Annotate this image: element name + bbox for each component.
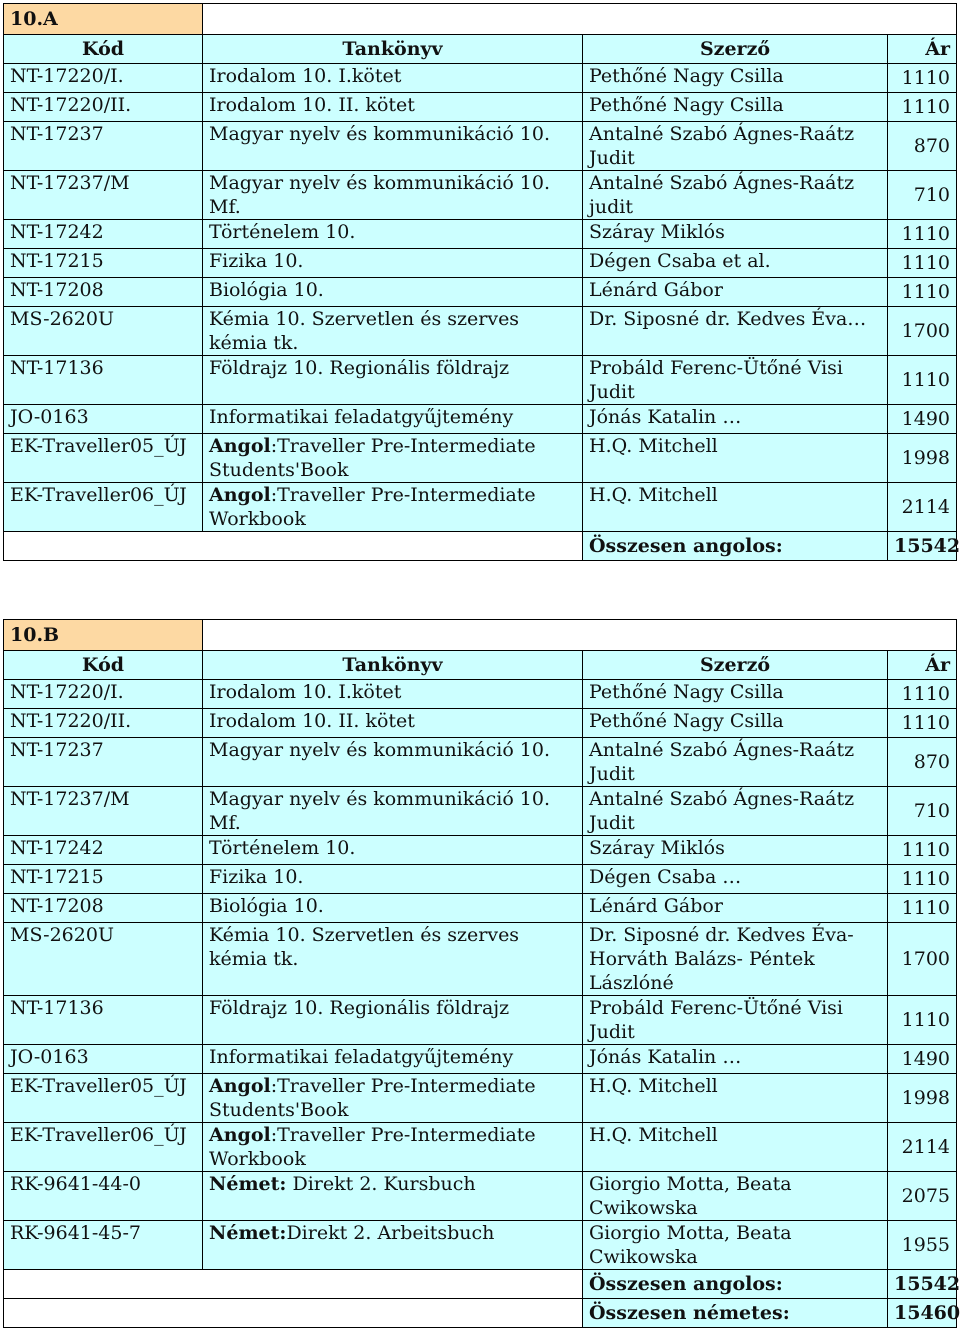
book-title: Irodalom 10. I.kötet <box>209 65 402 87</box>
book-title-cell <box>203 93 583 122</box>
title-blank <box>203 620 957 651</box>
book-author: Giorgio Motta, Beata Cwikowska <box>583 1172 888 1221</box>
book-title-cell <box>203 865 583 894</box>
book-code: NT-17136 <box>4 356 203 405</box>
total-label: Összesen németes: <box>583 1299 888 1328</box>
class-10b-table <box>3 619 960 1328</box>
total-empty <box>4 1270 583 1299</box>
book-title: Kémia 10. Szervetlen és szerves kémia tk. <box>209 924 520 970</box>
table-row <box>4 64 957 93</box>
book-title: Irodalom 10. II. kötet <box>209 94 415 116</box>
book-code: RK-9641-45-7 <box>4 1221 203 1270</box>
book-author: Jónás Katalin … <box>583 405 888 434</box>
header-row <box>4 35 957 64</box>
book-title-cell <box>203 434 583 483</box>
book-code: EK-Traveller05_ÚJ <box>4 1074 203 1123</box>
book-title: :Traveller Pre-Intermediate Workbook <box>209 1124 536 1170</box>
book-code: NT-17237/M <box>4 171 203 220</box>
book-author: Dégen Csaba et al. <box>583 249 888 278</box>
book-price: 1490 <box>888 405 957 434</box>
table-row <box>4 434 957 483</box>
book-title: Direkt 2. Arbeitsbuch <box>286 1222 495 1244</box>
book-price: 1110 <box>888 894 957 923</box>
book-price: 1110 <box>888 249 957 278</box>
book-title-cell <box>203 923 583 996</box>
table-row <box>4 171 957 220</box>
book-code: NT-17208 <box>4 894 203 923</box>
book-title: Biológia 10. <box>209 279 324 301</box>
table-row <box>4 1123 957 1172</box>
book-author: Pethőné Nagy Csilla <box>583 64 888 93</box>
book-code: NT-17237/M <box>4 787 203 836</box>
book-author: Lénárd Gábor <box>583 278 888 307</box>
table-row <box>4 709 957 738</box>
book-author: Pethőné Nagy Csilla <box>583 680 888 709</box>
book-title-cell <box>203 249 583 278</box>
book-price: 2114 <box>888 483 957 532</box>
book-title-cell <box>203 356 583 405</box>
book-title: :Traveller Pre-Intermediate Workbook <box>209 484 536 530</box>
book-price: 1110 <box>888 709 957 738</box>
total-row <box>4 1270 957 1299</box>
total-empty <box>4 1299 583 1328</box>
book-code: NT-17220/II. <box>4 93 203 122</box>
table-row <box>4 1074 957 1123</box>
book-price: 2075 <box>888 1172 957 1221</box>
book-title: :Traveller Pre-Intermediate Students'Book <box>209 435 536 481</box>
table-row <box>4 738 957 787</box>
book-code: JO-0163 <box>4 1045 203 1074</box>
class-title-row <box>4 620 957 651</box>
book-title: Fizika 10. <box>209 250 304 272</box>
table-row <box>4 1045 957 1074</box>
book-title-cell <box>203 709 583 738</box>
table-row <box>4 122 957 171</box>
total-empty <box>4 532 583 561</box>
table-row <box>4 307 957 356</box>
language-prefix: Német: <box>209 1222 287 1244</box>
book-price: 1110 <box>888 680 957 709</box>
language-prefix: Német: <box>209 1173 287 1195</box>
book-code: NT-17220/I. <box>4 680 203 709</box>
book-title: Informatikai feladatgyűjtemény <box>209 1046 514 1068</box>
table-row <box>4 1172 957 1221</box>
book-code: NT-17237 <box>4 738 203 787</box>
book-price: 1490 <box>888 1045 957 1074</box>
book-author: Száray Miklós <box>583 220 888 249</box>
book-title-cell <box>203 787 583 836</box>
total-label: Összesen angolos: <box>583 532 888 561</box>
book-code: NT-17208 <box>4 278 203 307</box>
book-code: EK-Traveller06_ÚJ <box>4 483 203 532</box>
table-row <box>4 405 957 434</box>
book-title-cell <box>203 171 583 220</box>
class-10a-table <box>3 3 960 561</box>
book-title-cell <box>203 122 583 171</box>
table-row <box>4 1221 957 1270</box>
book-author: H.Q. Mitchell <box>583 434 888 483</box>
table-row <box>4 865 957 894</box>
header-book: Tankönyv <box>203 651 583 680</box>
header-author: Szerző <box>583 651 888 680</box>
book-code: RK-9641-44-0 <box>4 1172 203 1221</box>
book-title-cell <box>203 894 583 923</box>
book-code: NT-17220/II. <box>4 709 203 738</box>
book-title-cell <box>203 405 583 434</box>
table-row <box>4 836 957 865</box>
book-title-cell <box>203 64 583 93</box>
language-prefix: Angol <box>209 435 271 457</box>
book-price: 870 <box>888 122 957 171</box>
book-code: NT-17242 <box>4 836 203 865</box>
book-title: Földrajz 10. Regionális földrajz <box>209 997 510 1019</box>
book-title: Direkt 2. Kursbuch <box>286 1173 476 1195</box>
book-title-cell <box>203 483 583 532</box>
book-price: 1110 <box>888 93 957 122</box>
book-title: Magyar nyelv és kommunikáció 10. <box>209 123 551 145</box>
header-author: Szerző <box>583 35 888 64</box>
book-title-cell <box>203 1074 583 1123</box>
book-author: Probáld Ferenc-Ütőné Visi Judit <box>583 996 888 1045</box>
book-title: Irodalom 10. I.kötet <box>209 681 402 703</box>
table-row <box>4 220 957 249</box>
book-title-cell <box>203 220 583 249</box>
table-body <box>4 620 960 1328</box>
table-row <box>4 356 957 405</box>
header-book: Tankönyv <box>203 35 583 64</box>
header-row <box>4 651 957 680</box>
class-title-row <box>4 4 957 35</box>
language-prefix: Angol <box>209 1124 271 1146</box>
book-author: Jónás Katalin … <box>583 1045 888 1074</box>
book-title-cell <box>203 1172 583 1221</box>
book-code: NT-17215 <box>4 249 203 278</box>
book-code: EK-Traveller05_ÚJ <box>4 434 203 483</box>
book-author: H.Q. Mitchell <box>583 1123 888 1172</box>
class-label: 10.B <box>4 620 203 651</box>
book-title-cell <box>203 996 583 1045</box>
table-row <box>4 483 957 532</box>
book-title: Magyar nyelv és kommunikáció 10. Mf. <box>209 172 551 218</box>
book-title: Történelem 10. <box>209 837 356 859</box>
header-code: Kód <box>4 651 203 680</box>
language-prefix: Angol <box>209 1075 271 1097</box>
book-title-cell <box>203 307 583 356</box>
book-price: 1110 <box>888 836 957 865</box>
book-author: Száray Miklós <box>583 836 888 865</box>
book-price: 1700 <box>888 307 957 356</box>
book-title-cell <box>203 1123 583 1172</box>
title-blank <box>203 4 957 35</box>
book-author: Probáld Ferenc-Ütőné Visi Judit <box>583 356 888 405</box>
book-title: Magyar nyelv és kommunikáció 10. <box>209 739 551 761</box>
book-code: NT-17136 <box>4 996 203 1045</box>
book-title: Irodalom 10. II. kötet <box>209 710 415 732</box>
book-author: H.Q. Mitchell <box>583 483 888 532</box>
table-row <box>4 923 957 996</box>
book-author: Lénárd Gábor <box>583 894 888 923</box>
book-title-cell <box>203 836 583 865</box>
book-price: 710 <box>888 787 957 836</box>
book-title: Fizika 10. <box>209 866 304 888</box>
book-author: Giorgio Motta, Beata Cwikowska <box>583 1221 888 1270</box>
total-label: Összesen angolos: <box>583 1270 888 1299</box>
book-title-cell <box>203 278 583 307</box>
book-code: NT-17220/I. <box>4 64 203 93</box>
total-value: 15460 <box>888 1299 957 1328</box>
book-title: Kémia 10. Szervetlen és szerves kémia tk. <box>209 308 520 354</box>
book-price: 1700 <box>888 923 957 996</box>
book-price: 1110 <box>888 220 957 249</box>
book-price: 870 <box>888 738 957 787</box>
book-title: Földrajz 10. Regionális földrajz <box>209 357 510 379</box>
book-code: EK-Traveller06_ÚJ <box>4 1123 203 1172</box>
book-price: 2114 <box>888 1123 957 1172</box>
table-row <box>4 894 957 923</box>
header-price: Ár <box>888 35 957 64</box>
total-value: 15542 <box>888 1270 957 1299</box>
book-price: 1998 <box>888 1074 957 1123</box>
book-title-cell <box>203 738 583 787</box>
book-price: 1998 <box>888 434 957 483</box>
book-author: Antalné Szabó Ágnes-Raátz judit <box>583 171 888 220</box>
book-author: Dr. Siposné dr. Kedves Éva… <box>583 307 888 356</box>
table-row <box>4 278 957 307</box>
total-value: 15542 <box>888 532 957 561</box>
class-label: 10.A <box>4 4 203 35</box>
book-author: Dégen Csaba … <box>583 865 888 894</box>
book-author: Pethőné Nagy Csilla <box>583 709 888 738</box>
book-author: Pethőné Nagy Csilla <box>583 93 888 122</box>
book-author: Antalné Szabó Ágnes-Raátz Judit <box>583 738 888 787</box>
book-title: Történelem 10. <box>209 221 356 243</box>
book-price: 1955 <box>888 1221 957 1270</box>
book-code: NT-17215 <box>4 865 203 894</box>
book-title-cell <box>203 1221 583 1270</box>
book-title: :Traveller Pre-Intermediate Students'Book <box>209 1075 536 1121</box>
table-body <box>4 4 960 561</box>
table-row <box>4 996 957 1045</box>
table-row <box>4 787 957 836</box>
book-title: Magyar nyelv és kommunikáció 10. Mf. <box>209 788 551 834</box>
book-price: 1110 <box>888 64 957 93</box>
total-row <box>4 532 957 561</box>
book-code: JO-0163 <box>4 405 203 434</box>
header-price: Ár <box>888 651 957 680</box>
header-code: Kód <box>4 35 203 64</box>
book-title: Biológia 10. <box>209 895 324 917</box>
book-title: Informatikai feladatgyűjtemény <box>209 406 514 428</box>
book-code: MS-2620U <box>4 307 203 356</box>
total-row <box>4 1299 957 1328</box>
book-title-cell <box>203 1045 583 1074</box>
table-row <box>4 680 957 709</box>
language-prefix: Angol <box>209 484 271 506</box>
book-price: 1110 <box>888 278 957 307</box>
book-code: NT-17242 <box>4 220 203 249</box>
book-price: 1110 <box>888 865 957 894</box>
book-price: 1110 <box>888 356 957 405</box>
book-code: MS-2620U <box>4 923 203 996</box>
table-row <box>4 93 957 122</box>
book-author: Antalné Szabó Ágnes-Raátz Judit <box>583 122 888 171</box>
book-author: Antalné Szabó Ágnes-Raátz Judit <box>583 787 888 836</box>
table-row <box>4 249 957 278</box>
book-author: H.Q. Mitchell <box>583 1074 888 1123</box>
book-title-cell <box>203 680 583 709</box>
book-price: 710 <box>888 171 957 220</box>
book-price: 1110 <box>888 996 957 1045</box>
book-code: NT-17237 <box>4 122 203 171</box>
book-author: Dr. Siposné dr. Kedves Éva-Horváth Balázs- Péntek Lászlóné <box>583 923 888 996</box>
